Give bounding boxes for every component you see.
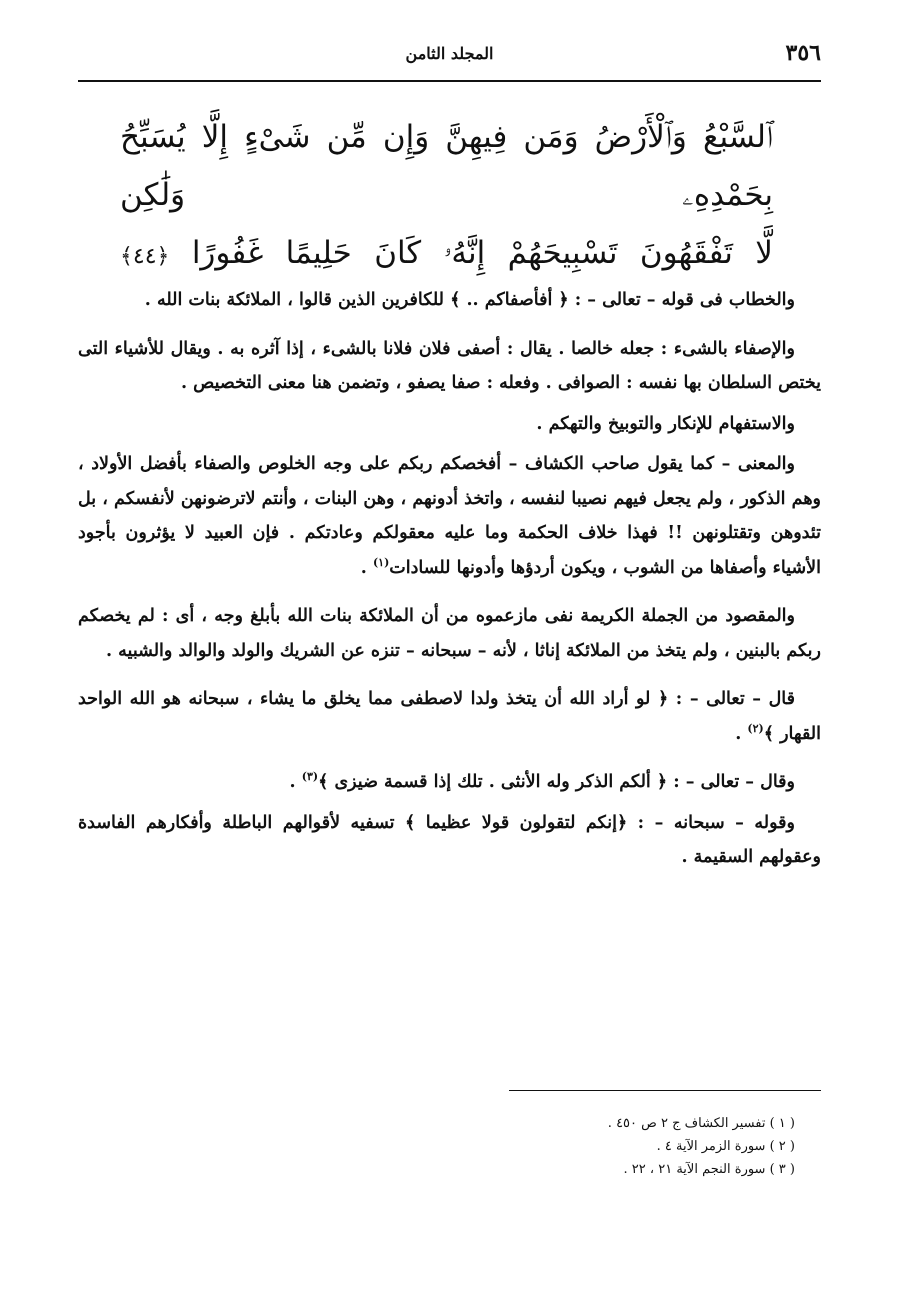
verse-number-marker: ﴿٤٤﴾ [120,244,170,269]
paragraph-intent: والمقصود من الجملة الكريمة نفى مازعموه من أن الملائكة بنات الله بأبلغ وجه ، أى : لم يخصكم ربكم بالبنين ، ولم يتخذ من الملائكة إناثا ، لأنه – سبحانه – تنزه عن الشريك والولد والوالد والشبيه . [78,606,821,661]
quran-verse [120,108,773,286]
paragraph-meaning [78,447,821,585]
paragraph-najm-text: وقال – تعالى – : ﴿ ألكم الذكر وله الأنثى . تلك إذا قسمة ضيزى ﴾ [318,772,795,792]
paragraph-meaning-tail: . [360,557,373,578]
footnote-ref-2: (٢) [747,721,764,735]
paragraph-zumar-text: قال – تعالى – : ﴿ لو أراد الله أن يتخذ ولدا لاصطفى مما يخلق ما يشاء ، سبحانه هو الله الواحد القهار ﴾ [78,689,821,744]
footnote-3: ( ٣ ) سورة النجم الآية ٢١ ، ٢٢ . [623,1162,795,1177]
paragraph-istifham: والاستفهام للإنكار والتوبيخ والتهكم . [536,413,795,434]
footnote-1: ( ١ ) تفسير الكشاف ج ٢ ص ٤٥٠ . [607,1116,795,1131]
volume-title: المجلد الثامن [405,44,494,63]
paragraph-address: والخطاب فى قوله – تعالى – : ﴿ أفأصفاكم .. ﴾ للكافرين الذين قالوا ، الملائكة بنات الله . [144,290,795,310]
paragraph-najm-tail: . [289,772,302,792]
footnote-2: ( ٢ ) سورة الزمر الآية ٤ . [656,1139,795,1154]
header-divider [78,80,821,82]
paragraph-najm-quote [78,765,821,800]
verse-line-2-text: لَّا تَفْقَهُونَ تَسْبِيحَهُمْ إِنَّهُۥ كَانَ حَلِيمًا غَفُورًا [191,235,773,271]
paragraph-meaning-text: والمعنى – كما يقول صاحب الكشاف – أفخصكم ربكم على وجه الخلوص والصفاء بأفضل الأولاد ، وهم الذكور ، ولم يجعل فيهم نصيبا لنفسه ، واتخذ أدونهم ، وهن البنات ، وأنتم لاترضونهن لأنفسكم ، بل تئدوهن وتقتلونهن !! فهذا خلاف الحكمة وما عليه معقولكم وعادتكم . فإن العبيد لا يؤثرون بأجود الأشياء وأصفاها من الشوب ، ويكون أردؤها وأدونها للسادات [78,454,821,578]
paragraph-zumar-quote [78,682,821,751]
paragraph-isfa-definition: والإصفاء بالشىء : جعله خالصا . يقال : أصفى فلان فلانا بالشىء ، إذا آثره به . ويقال للأشياء التى يختص السلطان بها نفسه : الصوافى . وفعله : صفا يصفو ، وتضمن هنا معنى التخصيص . [78,338,821,393]
paragraph-zumar-tail: . [735,723,748,744]
paragraph-conclusion: وقوله – سبحانه – : ﴿إنكم لتقولون قولا عظيما ﴾ تسفيه لأقوالهم الباطلة وأفكارهم الفاسدة وعقولهم السقيمة . [78,812,821,867]
verse-line-1: ٱلسَّبْعُ وَٱلْأَرْضُ وَمَن فِيهِنَّ وَإِن مِّن شَىْءٍ إِلَّا يُسَبِّحُ بِحَمْدِهِۦ وَلَٰكِن [120,119,773,213]
footnote-ref-1: (١) [372,555,390,569]
footnote-ref-3: (٣) [301,770,319,784]
footnotes [300,1112,795,1181]
page-number: ٣٥٦ [785,40,821,66]
footnote-divider [509,1090,821,1091]
commentary-text [78,283,821,889]
verse-line-2 [120,224,773,286]
page-header [78,40,821,80]
